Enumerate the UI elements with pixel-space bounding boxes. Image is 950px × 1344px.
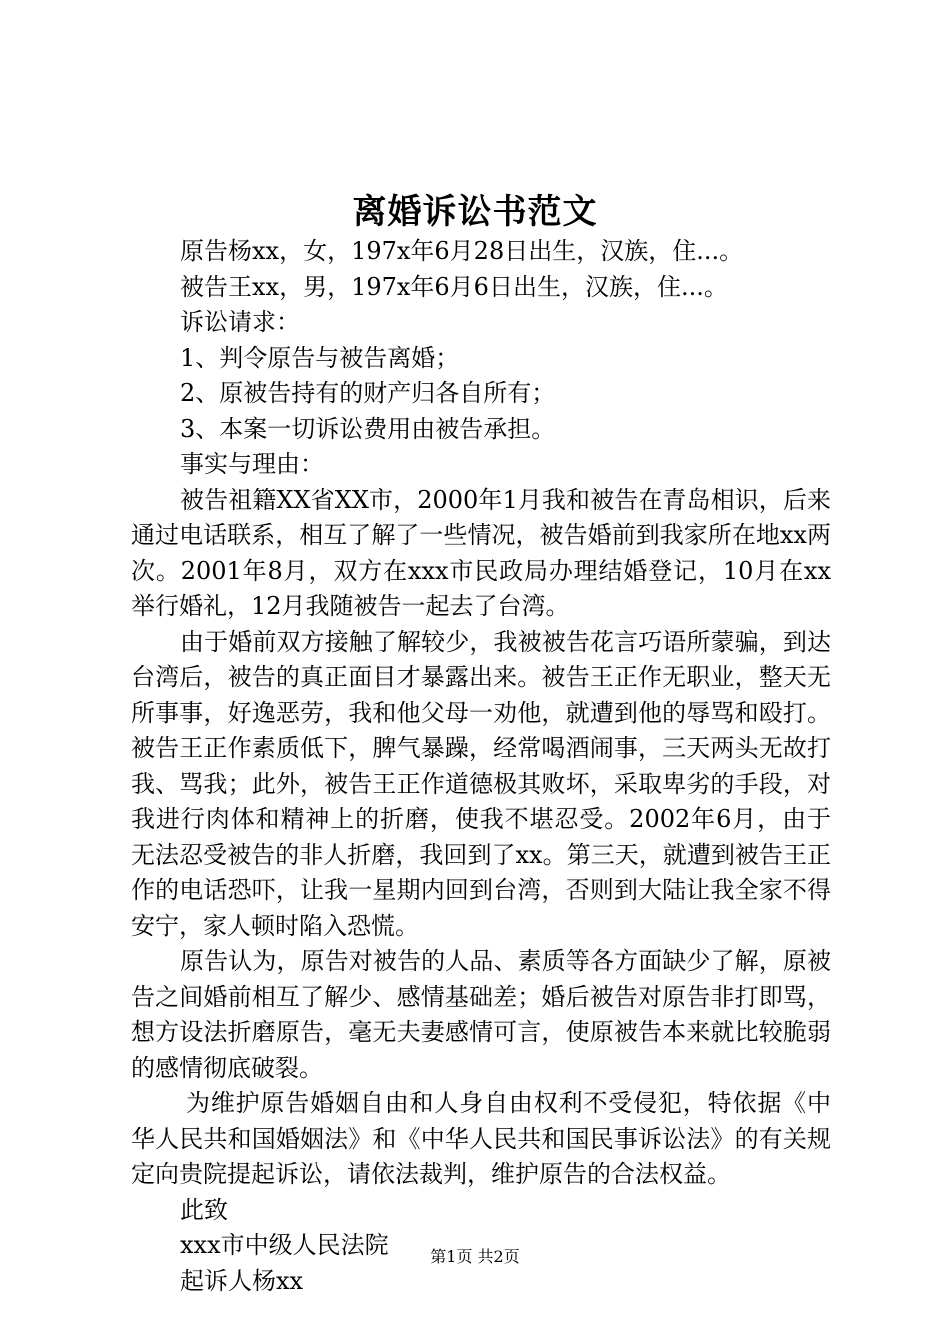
signature: 起诉人杨xx — [180, 1266, 304, 1295]
claim-item: 3、本案一切诉讼费用由被告承担。 — [180, 414, 556, 443]
closing-salutation: 此致 — [180, 1195, 228, 1224]
claim-item: 1、判令原告与被告离婚； — [180, 343, 460, 372]
document-title: 离婚诉讼书范文 — [352, 192, 598, 232]
court-name: xxx市中级人民法院 — [180, 1231, 389, 1259]
document-body — [131, 234, 831, 1299]
defendant-line: 被告王xx，男，197x年6月6日出生，汉族，住...。 — [180, 272, 728, 301]
page-footer: 第1页 共2页 — [430, 1247, 520, 1266]
facts-paragraph: 原告认为，原告对被告的人品、素质等各方面缺少了解，原被告之间婚前相互了解少、感情基础差；婚后被告对原告非打即骂，想方设法折磨原告，毫无夫妻感情可言，使原被告本来就比较脆弱的感情彻底破裂。 — [131, 947, 831, 1082]
claim-item: 2、原被告持有的财产归各自所有； — [180, 379, 556, 407]
facts-paragraph: 被告祖籍XX省XX市，2000年1月我和被告在青岛相识，后来通过电话联系，相互了解了一些情况，被告婚前到我家所在地xx两次。2001年8月，双方在xxx市民政局办理结婚登记，10月在xx举行婚礼，12月我随被告一起去了台湾。 — [131, 485, 831, 620]
facts-heading: 事实与理由： — [180, 450, 324, 478]
facts-paragraph: 为维护原告婚姻自由和人身自由权利不受侵犯，特依据《中华人民共和国婚姻法》和《中华人民共和国民事诉讼法》的有关规定向贵院提起诉讼，请依法裁判，维护原告的合法权益。 — [131, 1089, 831, 1188]
claims-heading: 诉讼请求： — [180, 308, 300, 336]
plaintiff-line: 原告杨xx，女，197x年6月28日出生，汉族，住...。 — [180, 237, 744, 265]
facts-paragraph: 由于婚前双方接触了解较少，我被被告花言巧语所蒙骗，到达台湾后，被告的真正面目才暴露出来。被告王正作无职业，整天无所事事，好逸恶劳，我和他父母一劝他，就遭到他的辱骂和殴打。被告王正作素质低下，脾气暴躁，经常喝酒闹事，三天两头无故打我、骂我；此外，被告王正作道德极其败坏，采取卑劣的手段，对我进行肉体和精神上的折磨，使我不堪忍受。2002年6月，由于无法忍受被告的非人折磨，我回到了xx。第三天，就遭到被告王正作的电话恐吓，让我一星期内回到台湾，否则到大陆让我全家不得安宁，家人顿时陷入恐慌。 — [131, 627, 831, 940]
